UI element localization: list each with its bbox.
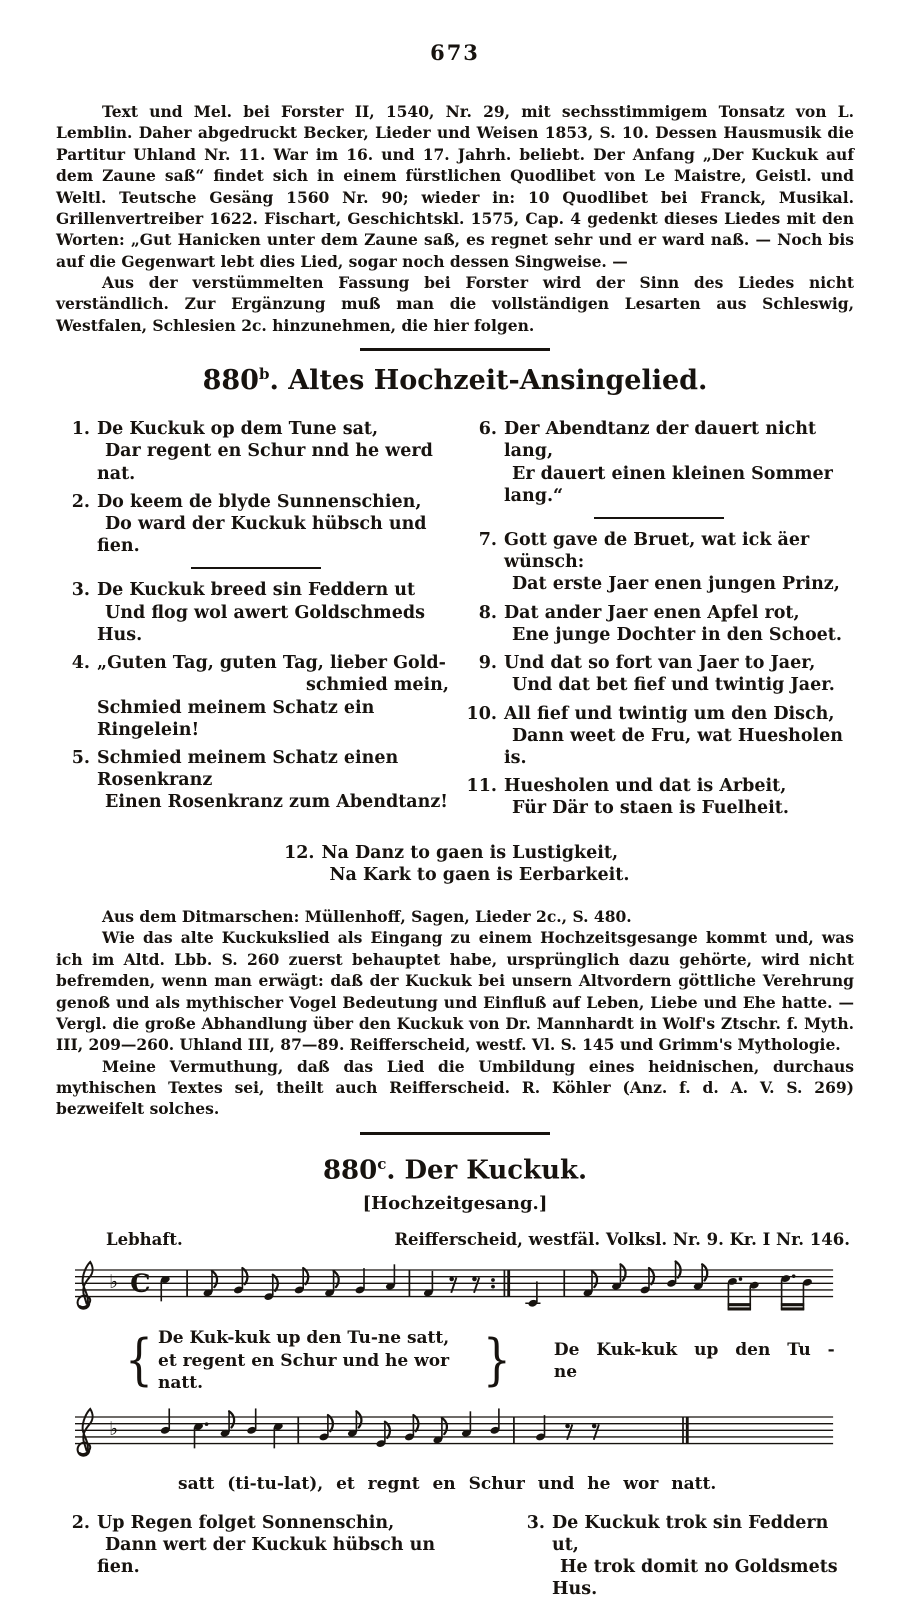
verse-line: He trok domit no Goldsmets Hus. bbox=[552, 1557, 838, 1600]
section-divider bbox=[360, 1132, 550, 1135]
lyric-text: De Kuk-kuk up den Tu-ne satt, bbox=[158, 1328, 450, 1349]
verse-line: Do ward der Kuckuk hübsch und fien. bbox=[97, 514, 427, 557]
music-staff-1 bbox=[57, 1251, 853, 1327]
source-attribution: Reifferscheid, westfäl. Volksl. Nr. 9. Kr. I Nr. 146. bbox=[394, 1230, 850, 1250]
verse-number: 7. bbox=[478, 530, 497, 550]
svg-text:C: C bbox=[130, 1269, 151, 1300]
verse-number: 5. bbox=[71, 747, 90, 768]
close-brace: } bbox=[482, 1328, 511, 1393]
verse-line: Und dat bet fief und twintig Jaer. bbox=[512, 675, 835, 696]
verse-number: 1. bbox=[71, 419, 90, 440]
verse-3-song2 bbox=[511, 1512, 854, 1601]
verse-divider bbox=[191, 567, 321, 569]
verse-9 bbox=[463, 652, 854, 696]
verse-5 bbox=[56, 747, 455, 814]
music-staff-2 bbox=[57, 1398, 853, 1474]
verse-number: 2. bbox=[71, 1512, 90, 1533]
verse-line: Er dauert einen kleinen Sommer lang.“ bbox=[504, 463, 833, 506]
verse-line: Huesholen und dat is Arbeit, bbox=[504, 776, 787, 797]
notes-paragraph-2: Wie das alte Kuckukslied als Eingang zu einem Hochzeitsgesange kommt und, was ich im Altd. Lbb. S. 260 zuerst behauptet habe, ursprünglich dazu gehörte, wird nicht befremden, wenn man erwägt: daß der Kuckuk bei unsern Altvordern göttliche Verehrung genoß und als mythischer Vogel Bedeutung und Einfluß auf Leben, Liebe und Ehe hatte. — Vergl. die große Abhandlung über den Kuckuk von Dr. Mannhardt in Wolf's Ztschr. f. Myth. III, 209—260. Uhland III, 87—89. Reifferscheid, westf. Vl. S. 145 und Grimm's Mythologie. bbox=[56, 928, 854, 1055]
verse-number: 8. bbox=[478, 602, 497, 623]
song2-heading bbox=[56, 1155, 854, 1186]
verse-11 bbox=[463, 775, 854, 819]
notes-paragraph-1: Aus dem Ditmarschen: Müllenhoff, Sagen, Lieder 2c., S. 480. bbox=[102, 907, 632, 927]
verse-line: All fief und twintig um den Disch, bbox=[504, 703, 835, 724]
verse-line: Für Där to staen is Fuelheit. bbox=[512, 798, 789, 819]
section-divider bbox=[360, 348, 550, 351]
verse-line: Schmied meinem Schatz ein Ringelein! bbox=[97, 697, 375, 740]
song1-heading bbox=[56, 365, 854, 396]
verse-number: 9. bbox=[478, 653, 497, 674]
verse-line: Dat erste Jaer enen jungen Prinz, bbox=[512, 574, 840, 595]
tempo-marking: Lebhaft. bbox=[106, 1230, 183, 1250]
song2-subtitle: [Hochzeitgesang.] bbox=[362, 1193, 548, 1215]
song2-verse-3-col bbox=[455, 1506, 854, 1607]
song2-number: 880 bbox=[322, 1155, 378, 1186]
verse-7 bbox=[463, 529, 854, 596]
verse-line: Der Abendtanz der dauert nicht lang, bbox=[504, 419, 817, 462]
verse-number: 4. bbox=[71, 653, 90, 674]
verse-line: Up Regen folget Sonnenschin, bbox=[97, 1512, 395, 1533]
verse-6 bbox=[463, 418, 854, 507]
verse-number: 2. bbox=[71, 491, 90, 512]
verse-line: Na Danz to gaen is Lustigkeit, bbox=[321, 842, 619, 863]
scholarly-notes bbox=[56, 906, 854, 1120]
song2-verses bbox=[56, 1506, 854, 1607]
intro-paragraph-1: Text und Mel. bei Forster II, 1540, Nr. 29, mit sechsstimmigem Tonsatz von L. Lemblin. Daher abgedruckt Becker, Lieder und Weisen 1853, S. 10. Dessen Hausmusik die Partitur Uhland Nr. 11. War im 16. und 17. Jahrh. beliebt. Der Anfang „Der Kuckuk auf dem Zaune saß“ findet sich in einem fürstlichen Quodlibet von Le Maistre, Geistl. und Weltl. Teutsche Gesäng 1560 Nr. 90; wieder in: 10 Quodlibet bei Franck, Musikal. Grillenvertreiber 1622. Fischart, Geschichtskl. 1575, Cap. 4 gedenkt dieses Liedes mit den Worten: „Gut Hanicken unter dem Zaune saß, es regnet sehr und er ward naß. — Noch bis auf die Gegenwart lebt dies Lied, sogar noch dessen Singweise. — bbox=[56, 102, 854, 271]
verse-line: De Kuckuk breed sin Feddern ut bbox=[97, 580, 416, 601]
song2-verse-2-col bbox=[56, 1506, 455, 1607]
open-brace: { bbox=[125, 1328, 153, 1393]
verse-number: 12. bbox=[284, 842, 315, 863]
verse-10 bbox=[463, 703, 854, 770]
song2-title: . Der Kuckuk. bbox=[386, 1155, 588, 1186]
verse-number: 10. bbox=[466, 703, 497, 724]
verse-2-song2 bbox=[56, 1512, 455, 1579]
verse-line: Do keem de blyde Sunnenschien, bbox=[97, 491, 422, 512]
lyric-line-1 bbox=[120, 1327, 854, 1393]
verse-line: „Guten Tag, guten Tag, lieber Gold- bbox=[97, 653, 446, 674]
lyric-text: et regent en Schur und he wor natt. bbox=[158, 1350, 450, 1393]
verse-line: Ene junge Dochter in den Schoet. bbox=[512, 624, 842, 645]
song1-title: . Altes Hochzeit-Ansingelied. bbox=[269, 365, 708, 397]
song2-number-sup: c bbox=[377, 1154, 387, 1173]
verse-4 bbox=[56, 652, 455, 741]
verse-line: Na Kark to gaen is Eerbarkeit. bbox=[329, 864, 630, 885]
verse-line: Dar regent en Schur nnd he werd nat. bbox=[97, 441, 433, 484]
verse-line: Einen Rosenkranz zum Abendtanz! bbox=[105, 792, 448, 813]
intro-paragraph-2: Aus der verstümmelten Fassung bei Forster wird der Sinn des Liedes nicht verständlich. Zur Ergänzung muß man die vollständigen Lesarten aus Schleswig, Westfalen, Schlesien 2c. hinzunehmen, die hier folgen. bbox=[56, 273, 854, 335]
verse-12 bbox=[281, 842, 630, 886]
verse-number: 3. bbox=[526, 1512, 545, 1533]
verse-line-wrapped: schmied mein, bbox=[306, 675, 449, 696]
verse-number: 3. bbox=[71, 580, 90, 601]
verse-2 bbox=[56, 491, 455, 558]
song1-number: 880 bbox=[202, 365, 259, 397]
song1-verses bbox=[56, 412, 854, 826]
verse-line: Dann weet de Fru, wat Huesholen is. bbox=[504, 725, 843, 768]
verse-line: Und dat so fort van Jaer to Jaer, bbox=[504, 653, 816, 674]
song1-right-column bbox=[455, 412, 854, 826]
tempo-attribution-row bbox=[56, 1224, 854, 1251]
verse-3 bbox=[56, 579, 455, 646]
verse-line: De Kuckuk op dem Tune sat, bbox=[97, 419, 379, 440]
verse-1 bbox=[56, 418, 455, 485]
verse-line: Dat ander Jaer enen Apfel rot, bbox=[504, 602, 800, 623]
song1-left-column bbox=[56, 412, 455, 826]
verse-divider bbox=[594, 517, 724, 519]
svg-text:♭: ♭ bbox=[109, 1417, 119, 1440]
lyric-line-2: satt (ti-tu-lat), et regnt en Schur und he wor natt. bbox=[178, 1473, 717, 1494]
verse-line: Und flog wol awert Goldschmeds Hus. bbox=[97, 602, 425, 645]
notes-paragraph-3: Meine Vermuthung, daß das Lied die Umbildung eines heidnischen, durchaus mythischen Textes sei, theilt auch Reifferscheid. R. Köhler (Anz. f. d. A. V. S. 269) bezweifelt solches. bbox=[56, 1056, 854, 1119]
intro-commentary bbox=[56, 101, 854, 336]
verse-number: 6. bbox=[478, 419, 497, 440]
verse-line: Gott gave de Bruet, wat ick äer wünsch: bbox=[504, 530, 810, 573]
verse-8 bbox=[463, 602, 854, 646]
song1-number-sup: b bbox=[258, 365, 270, 384]
svg-text:♭: ♭ bbox=[109, 1271, 119, 1294]
verse-number: 11. bbox=[466, 776, 497, 797]
lyric-continuation: De Kuk-kuk up den Tu - ne bbox=[553, 1339, 835, 1382]
page-number: 673 bbox=[430, 40, 480, 65]
verse-12-wrap bbox=[56, 836, 854, 892]
verse-line: Schmied meinem Schatz einen Rosenkranz bbox=[97, 747, 399, 791]
verse-line: Dann wert der Kuckuk hübsch un fien. bbox=[97, 1534, 436, 1578]
verse-line: De Kuckuk trok sin Feddern ut, bbox=[552, 1512, 829, 1555]
